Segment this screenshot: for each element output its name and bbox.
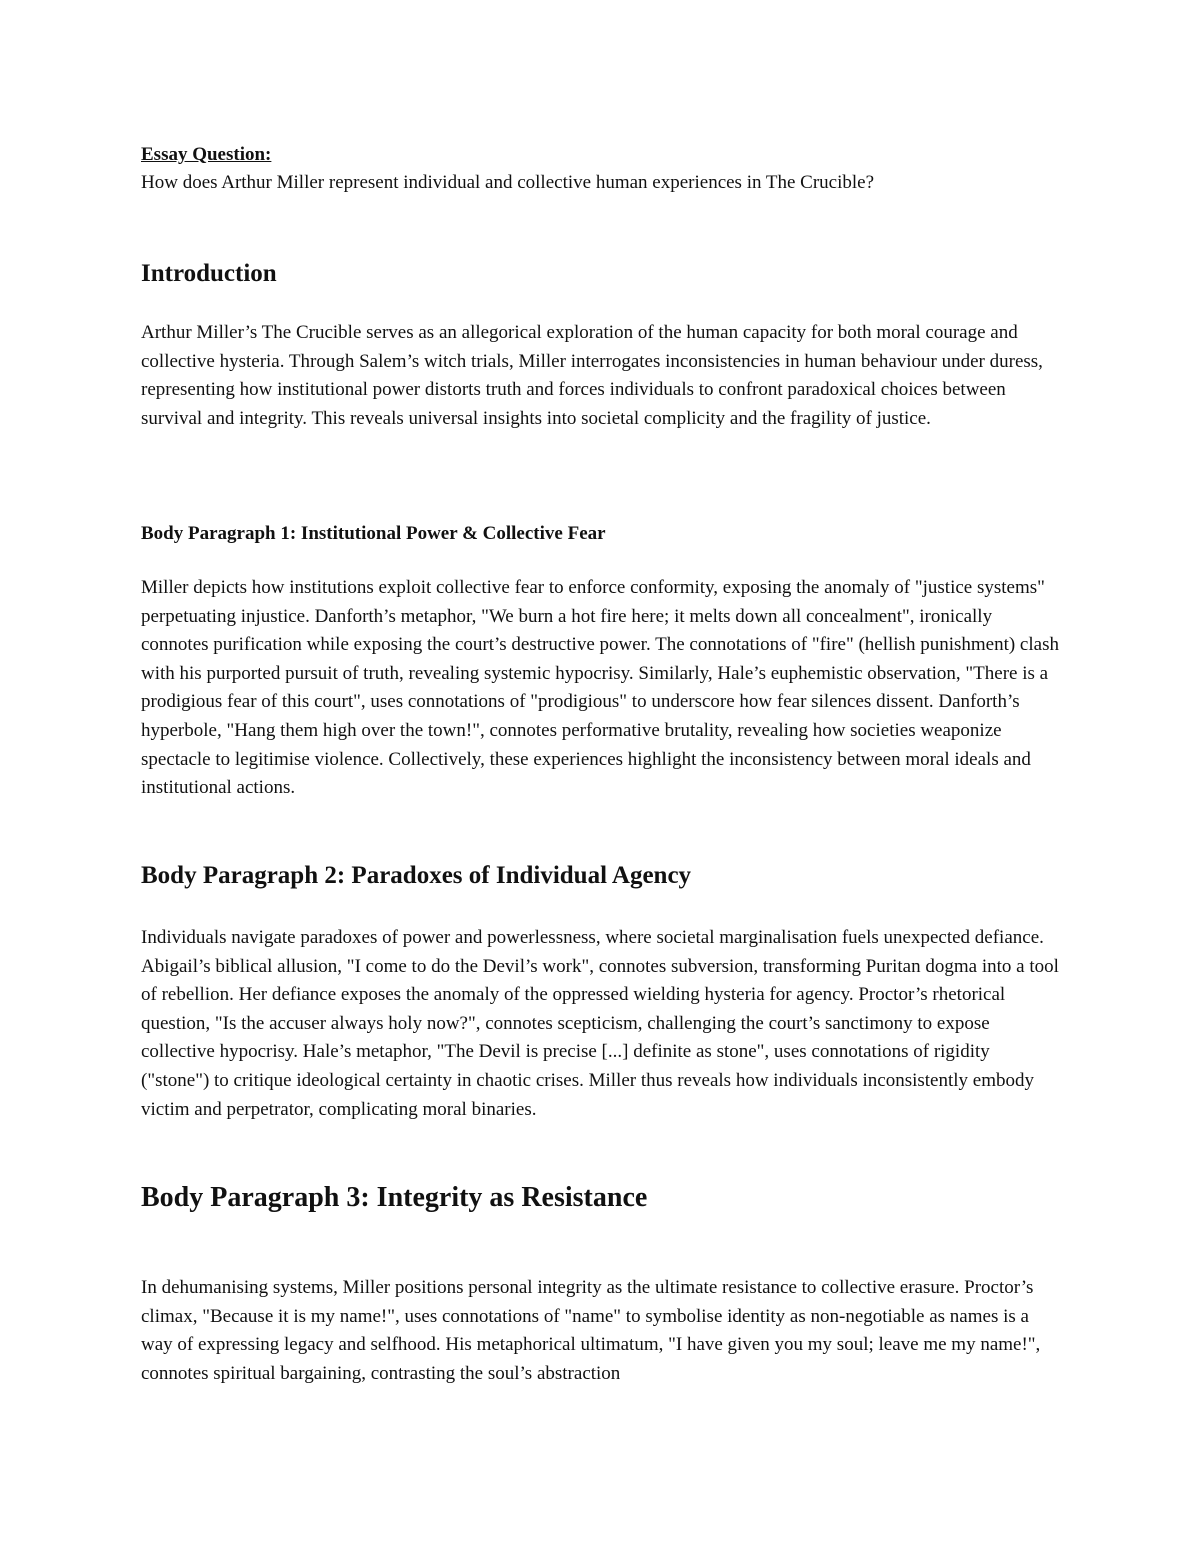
introduction-paragraph: Arthur Miller’s The Crucible serves as an allegorical exploration of the human capacity for both moral courage and collective hysteria. Through Salem’s witch trials, Miller interrogates inconsistencies in human behaviour under duress, representing how institutional power distorts truth and forces individuals to confront paradoxical choices between survival and integrity. This reveals universal insights into societal complicity and the fragility of justice. bbox=[141, 322, 1043, 429]
essay-question-block bbox=[141, 141, 874, 197]
introduction-heading: Introduction bbox=[141, 260, 277, 287]
essay-question-text: How does Arthur Miller represent individual and collective human experiences in The Crucible? bbox=[141, 172, 875, 193]
body-paragraph-1-heading: Body Paragraph 1: Institutional Power & Collective Fear bbox=[141, 523, 606, 544]
essay-question-label: Essay Question: bbox=[141, 144, 272, 165]
body-paragraph-3-heading: Body Paragraph 3: Integrity as Resistance bbox=[141, 1182, 648, 1213]
body-paragraph-3: In dehumanising systems, Miller positions personal integrity as the ultimate resistance to collective erasure. Proctor’s climax, "Because it is my name!", uses connotations of "name" to symbolise identity as non-negotiable as names is a way of expressing legacy and selfhood. His metaphorical ultimatum, "I have given you my soul; leave me my name!", connotes spiritual bargaining, contrasting the soul’s abstraction bbox=[141, 1277, 1041, 1384]
body-paragraph-1: Miller depicts how institutions exploit collective fear to enforce conformity, exposing the anomaly of "justice systems" perpetuating injustice. Danforth’s metaphor, "We burn a hot fire here; it melts down all concealment", ironically connotes purification while exposing the court’s destructive power. The connotations of "fire" (hellish punishment) clash with his purported pursuit of truth, revealing systemic hypocrisy. Similarly, Hale’s euphemistic observation, "There is a prodigious fear of this court", uses connotations of "prodigious" to underscore how fear silences dissent. Danforth’s hyperbole, "Hang them high over the town!", connotes performative brutality, revealing how societies weaponize spectacle to legitimise violence. Collectively, these experiences highlight the inconsistency between moral ideals and institutional actions. bbox=[141, 577, 1059, 799]
body-paragraph-2-heading: Body Paragraph 2: Paradoxes of Individual Agency bbox=[141, 862, 692, 889]
body-paragraph-2: Individuals navigate paradoxes of power and powerlessness, where societal marginalisation fuels unexpected defiance. Abigail’s biblical allusion, "I come to do the Devil’s work", connotes subversion, transforming Puritan dogma into a tool of rebellion. Her defiance exposes the anomaly of the oppressed wielding hysteria for agency. Proctor’s rhetorical question, "Is the accuser always holy now?", connotes scepticism, challenging the court’s sanctimony to expose collective hypocrisy. Hale’s metaphor, "The Devil is precise [...] definite as stone", uses connotations of rigidity ("stone") to critique ideological certainty in chaotic crises. Miller thus reveals how individuals inconsistently embody victim and perpetrator, complicating moral binaries. bbox=[141, 927, 1059, 1120]
